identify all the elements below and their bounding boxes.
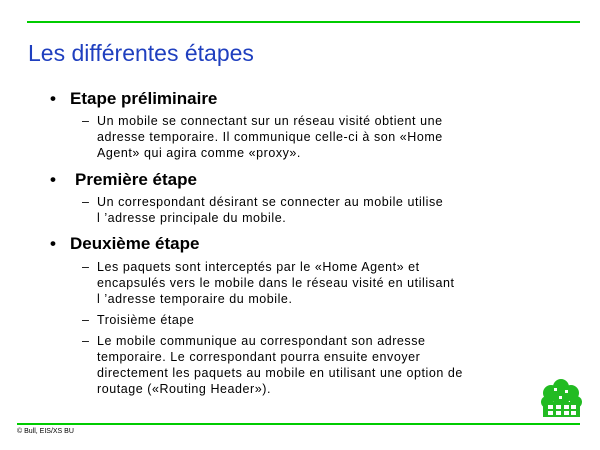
item-line: l ’adresse principale du mobile. — [97, 211, 287, 225]
dash-marker: – — [82, 334, 90, 348]
dash-marker: – — [82, 260, 90, 274]
tree-logo-icon — [540, 378, 583, 421]
item-line: adresse temporaire. Il communique celle-ci à son «Home — [97, 130, 443, 144]
dash-marker: – — [82, 195, 90, 209]
section-heading: Etape préliminaire — [70, 89, 218, 108]
item-line: Le mobile communique au correspondant son adresse — [97, 334, 426, 348]
item-line: directement les paquets au mobile en utilisant une option de — [97, 366, 463, 380]
item-line: Un correspondant désirant se connecter au mobile utilise — [97, 195, 444, 209]
copyright-footer: © Bull, EIS/XS BU — [17, 428, 74, 435]
bullet: • — [50, 170, 56, 189]
item-line: Les paquets sont interceptés par le «Home Agent» et — [97, 260, 420, 274]
item-line: routage («Routing Header»). — [97, 382, 271, 396]
item-line: Troisième étape — [97, 313, 195, 327]
item-line: encapsulés vers le mobile dans le réseau visité en utilisant — [97, 276, 455, 290]
slide-title: Les différentes étapes — [28, 40, 254, 66]
section-heading: Première étape — [75, 170, 197, 189]
item-line: l ’adresse temporaire du mobile. — [97, 292, 293, 306]
dash-marker: – — [82, 114, 90, 128]
item-line: Agent» qui agira comme «proxy». — [97, 146, 301, 160]
item-line: temporaire. Le correspondant pourra ensuite envoyer — [97, 350, 421, 364]
section-heading: Deuxième étape — [70, 234, 200, 253]
dash-marker: – — [82, 313, 90, 327]
bullet: • — [50, 234, 56, 253]
bullet: • — [50, 89, 56, 108]
top-rule — [27, 21, 580, 23]
item-line: Un mobile se connectant sur un réseau visité obtient une — [97, 114, 443, 128]
bottom-rule — [17, 423, 580, 425]
